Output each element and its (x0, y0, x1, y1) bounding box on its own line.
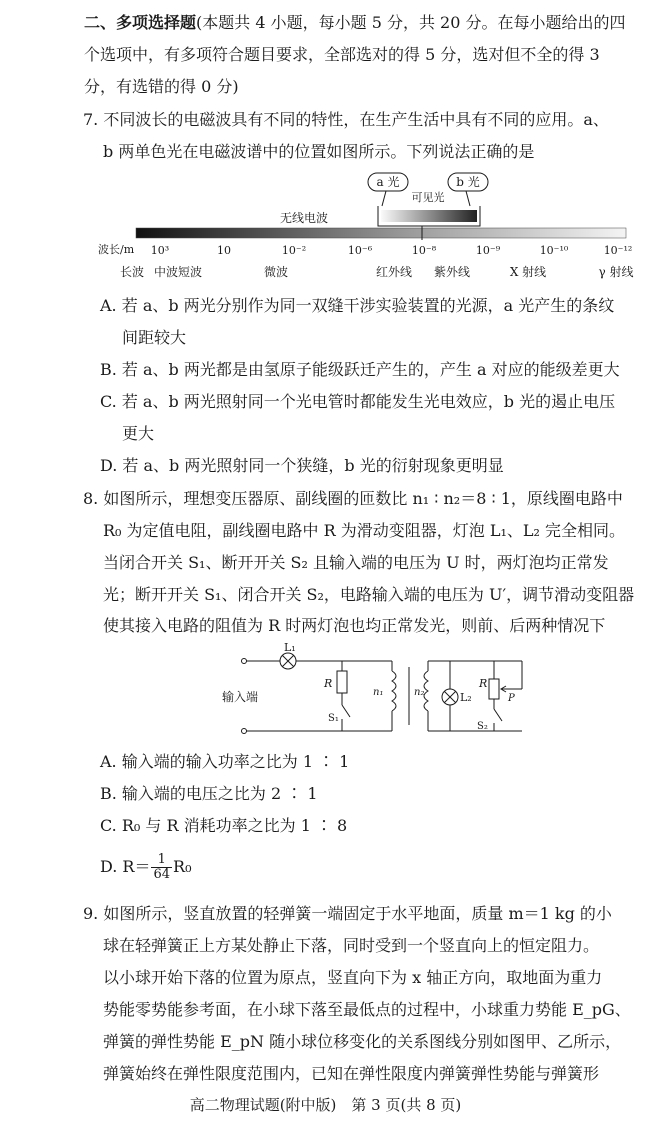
b-light-label: b 光 (456, 175, 480, 189)
visible-light-label: 可见光 (411, 191, 445, 204)
s2-label: S₂ (477, 721, 488, 732)
q8-option-d-suffix: R₀ (173, 857, 192, 876)
b-pointer (466, 191, 470, 206)
s1-label: S₁ (328, 713, 339, 724)
spectrum-band-1: 中波短波 (153, 265, 203, 279)
spectrum-band-5: X 射线 (509, 265, 547, 279)
q9-line4: 势能零势能参考面，在小球下落至最低点的过程中，小球重力势能 E_pG、 (103, 1000, 631, 1019)
wavelength-ticks (151, 244, 633, 257)
q7-option-d: D. 若 a、b 两光照射同一个狭缝，b 光的衍射现象更明显 (100, 456, 504, 475)
wavelength-tick-2: 10⁻² (281, 244, 307, 257)
spectrum-band-4: 紫外线 (433, 265, 471, 279)
q7-line1: 7. 不同波长的电磁波具有不同的特性，在生产生活中具有不同的应用。a、 (83, 110, 609, 129)
q8-line4: 光；断开开关 S₁、闭合开关 S₂，电路输入端的电压为 U′，调节滑动变阻器 (103, 585, 635, 604)
q8-line5: 使其接入电路的阻值为 R 时两灯泡也均正常发光，则前、后两种情况下 (103, 616, 606, 635)
fraction-numerator: 1 (151, 853, 172, 868)
visible-bar (381, 210, 477, 222)
q7-option-c-line2: 更大 (122, 424, 155, 443)
n1-label: n₁ (373, 687, 384, 698)
input-terminal-top (242, 659, 247, 664)
q8-line1: 8. 如图所示，理想变压器原、副线圈的匝数比 n₁ ∶ n₂＝8 ∶ 1，原线圈电路中 (83, 489, 623, 508)
a-light-label: a 光 (376, 175, 400, 189)
secondary-coil (424, 671, 428, 711)
wavelength-tick-7: 10⁻¹² (603, 244, 633, 257)
q7-line2: b 两单色光在电磁波谱中的位置如图所示。下列说法正确的是 (103, 142, 535, 161)
em-spectrum-figure (96, 168, 636, 288)
input-label: 输入端 (222, 690, 259, 704)
q9-line3: 以小球开始下落的位置为原点，竖直向下为 x 轴正方向，取地面为重力 (103, 968, 603, 987)
q8-option-b: B. 输入端的电压之比为 2 ∶ 1 (100, 784, 318, 803)
wavelength-tick-6: 10⁻¹⁰ (539, 244, 569, 257)
q7-option-a-line2: 间距较大 (122, 328, 187, 347)
r0-label: R (324, 677, 333, 690)
resistor-r0 (337, 671, 347, 693)
l1-label: L₁ (284, 641, 296, 654)
q8-option-c: C. R₀ 与 R 消耗功率之比为 1 ∶ 8 (100, 816, 348, 835)
transformer-circuit-figure (222, 641, 532, 743)
q9-line6: 弹簧始终在弹性限度范围内，已知在弹性限度内弹簧弹性势能与弹簧形 (103, 1064, 600, 1083)
switch-s1-icon (342, 705, 350, 717)
wavelength-tick-4: 10⁻⁸ (411, 244, 437, 257)
r-label: R (479, 677, 488, 690)
q9-line2: 球在轻弹簧正上方某处静止下落，同时受到一个竖直向上的恒定阻力。 (103, 936, 600, 955)
spectrum-bar (136, 228, 626, 238)
radio-wave-label: 无线电波 (279, 211, 329, 225)
wavelength-tick-0: 10³ (150, 244, 170, 257)
wavelength-axis-label: 波长/m (98, 243, 135, 256)
spectrum-band-3: 红外线 (375, 265, 413, 279)
q8-option-d-fraction (151, 853, 172, 882)
input-terminal-bottom (242, 729, 247, 734)
page-footer: 高二物理试题(附中版) 第 3 页(共 8 页) (189, 1096, 462, 1114)
section-intro-3: 分，有选错的得 0 分) (84, 77, 239, 96)
q7-option-b: B. 若 a、b 两光都是由氢原子能级跃迁产生的，产生 a 对应的能级差更大 (100, 360, 620, 379)
section-intro-2: 个选项中，有多项符合题目要求，全部选对的得 5 分，选对但不全的得 3 (84, 45, 600, 64)
wavelength-tick-1: 10 (217, 244, 231, 257)
q8-line2: R₀ 为定值电阻，副线圈电路中 R 为滑动变阻器，灯泡 L₁、L₂ 完全相同。 (103, 521, 626, 540)
wavelength-tick-5: 10⁻⁹ (475, 244, 501, 257)
section-title: 二、多项选择题 (84, 13, 197, 32)
q9-line1: 9. 如图所示，竖直放置的轻弹簧一端固定于水平地面，质量 m＝1 kg 的小 (83, 904, 612, 923)
q8-line3: 当闭合开关 S₁、断开开关 S₂ 且输入端的电压为 U 时，两灯泡均正常发 (103, 553, 609, 572)
spectrum-band-2: 微波 (263, 265, 289, 279)
q9-line5: 弹簧的弹性势能 E_pN 随小球位移变化的关系图线分别如图甲、乙所示， (103, 1032, 622, 1051)
p-label: P (508, 693, 515, 704)
q7-option-a-line1: A. 若 a、b 两光分别作为同一双缝干涉实验装置的光源，a 光产生的条纹 (100, 296, 615, 315)
fraction-denominator: 64 (153, 867, 171, 882)
section-header (84, 12, 626, 34)
wavelength-tick-3: 10⁻⁶ (347, 244, 373, 257)
q7-option-c-line1: C. 若 a、b 两光照射同一个光电管时都能发生光电效应，b 光的遏止电压 (100, 392, 616, 411)
spectrum-band-6: γ 射线 (598, 265, 634, 279)
spectrum-bands (120, 264, 634, 279)
a-pointer (382, 191, 386, 206)
n2-label: n₂ (414, 687, 425, 698)
switch-s2-icon (494, 709, 502, 721)
rheostat-r (489, 679, 499, 699)
q8-option-d-prefix: D. R＝ (100, 857, 151, 876)
primary-coil (392, 671, 396, 711)
q8-option-d (100, 852, 192, 882)
q8-option-a: A. 输入端的输入功率之比为 1 ∶ 1 (100, 752, 350, 771)
spectrum-band-0: 长波 (119, 265, 145, 279)
l2-label: L₂ (460, 691, 472, 704)
section-intro-1: (本题共 4 小题，每小题 5 分，共 20 分。在每小题给出的四 (196, 13, 626, 32)
